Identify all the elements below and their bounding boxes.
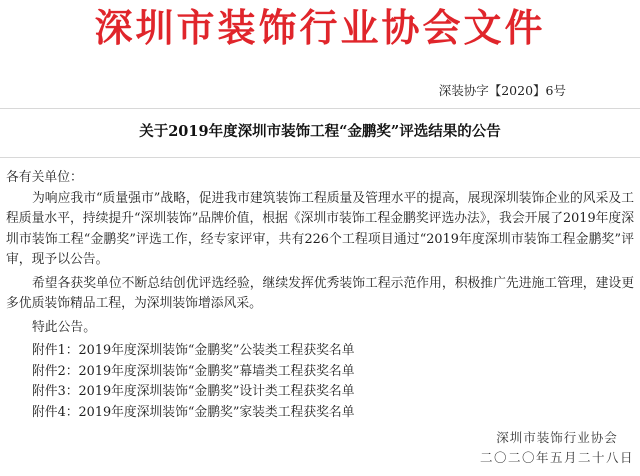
attachment-item-1[interactable]: 附件1：2019年度深圳装饰“金鹏奖”公装类工程获奖名单 [32, 343, 355, 358]
attachment-item-3[interactable]: 附件3：2019年度深圳装饰“金鹏奖”设计类工程获奖名单 [32, 384, 355, 400]
body-paragraph-2: 希望各获奖单位不断总结创优评选经验，继续发挥优秀装饰工程示范作用，积极推广先进施工管理，建设更多优质装饰精品工程，为深圳装饰增添风采。 [6, 276, 634, 312]
notice-title: 关于2019年度深圳市装饰工程“金鹏奖”评选结果的公告 [139, 123, 501, 140]
divider-bottom [0, 157, 640, 158]
attachment-list [32, 341, 355, 423]
salutation: 各有关单位： [6, 170, 83, 185]
red-header-title: 深圳市装饰行业协会文件 [94, 5, 546, 50]
attachment-item-2[interactable]: 附件2：2019年度深圳装饰“金鹏奖”幕墙类工程获奖名单 [32, 363, 355, 379]
signature-block [480, 428, 634, 468]
divider-top [0, 108, 640, 109]
document-number: 深装协字【2020】6号 [438, 83, 566, 98]
closing-line: 特此公告。 [32, 320, 96, 335]
signature-organization: 深圳市装饰行业协会 [496, 430, 618, 445]
attachment-item-4[interactable]: 附件4：2019年度深圳装饰“金鹏奖”家装类工程获奖名单 [32, 404, 355, 420]
body-paragraph-1: 为响应我市“质量强市”战略，促进我市建筑装饰工程质量及管理水平的提高，展现深圳装饰企业的风采及工程质量水平，持续提升“深圳装饰”品牌价值，根据《深圳市装饰工程金鹏奖评选办法》，我会开展了2019年度深圳市装饰工程“金鹏奖”评选工作，经专家评审，共有226个工程项目通过“2019年度深圳市装饰工程金鹏奖”评审，现予以公告。 [6, 191, 634, 268]
signature-date: 二〇二〇年五月二十八日 [479, 450, 634, 465]
